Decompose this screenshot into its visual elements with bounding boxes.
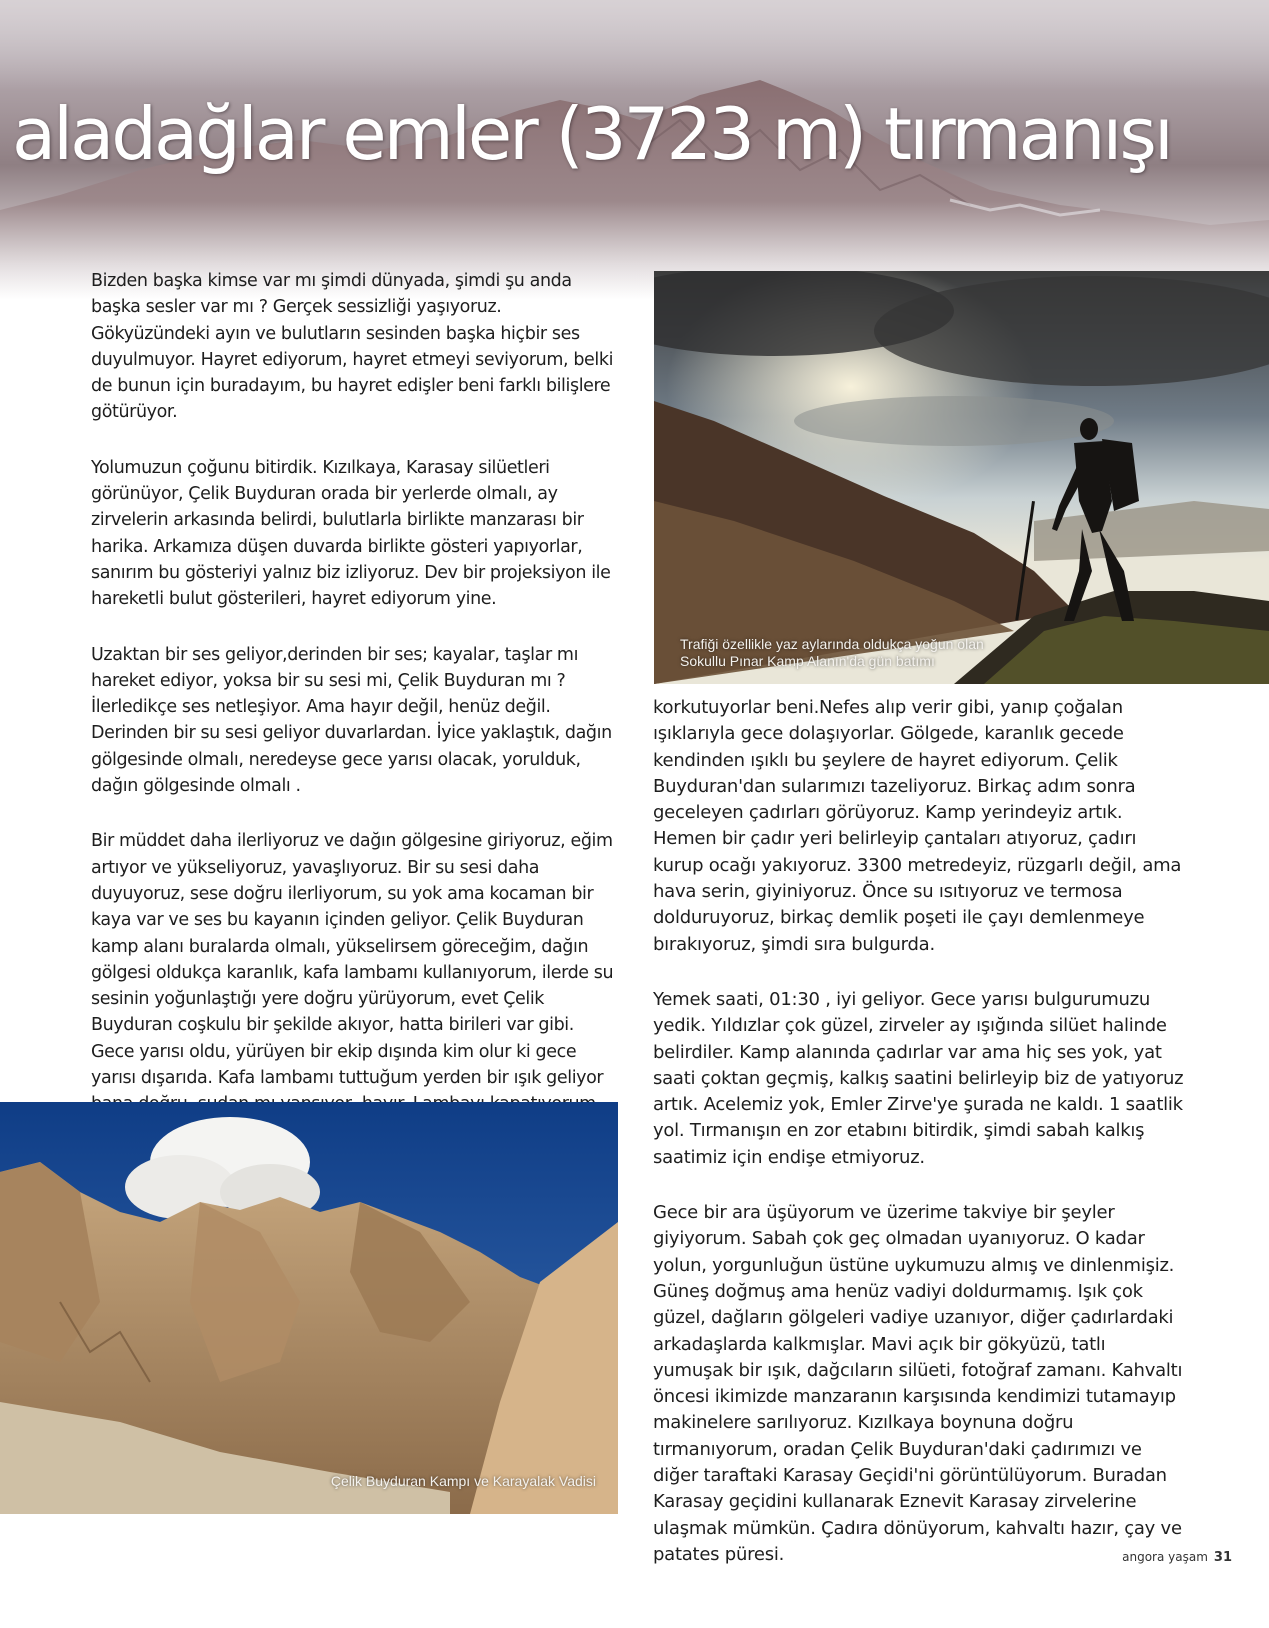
- article-title: aladağlar emler (3723 m) tırmanışı: [12, 92, 1171, 176]
- paragraph: Gece bir ara üşüyorum ve üzerime takviye bir şeyler giyiyorum. Sabah çok geç olmadan uyanıyoruz. O kadar yolun, yorgunluğun üstüne uykumuzu almış ve dinlenmişiz. Güneş doğmuş ama henüz vadiyi doldurmamış. Işık çok güzel, dağların gölgeleri vadiye uzanıyor, diğer çadırlardaki arkadaşlarda kalkmışlar. Mavi açık bir gökyüzü, tatlı yumuşak bir ışık, dağcıların silüeti, fotoğraf zamanı. Kahvaltı öncesi ikimizde manzaranın karşısında kendimizi tutamayıp makinelere sarılıyoruz. Kızılkaya boynuna doğru tırmanıyorum, oradan Çelik Buyduran'daki çadırımızı ve diğer taraftaki Karasay Geçidi'ni görüntülüyorum. Buradan Karasay geçidini kullanarak Eznevit Karasay zirvelerine ulaşmak mümkün. Çadıra dönüyorum, kahvaltı hazır, çay ve patates püresi.: [653, 1202, 1183, 1565]
- hiker-sunset-photo: [654, 271, 1269, 684]
- caption-line: Sokullu Pınar Kamp Alanın'da gün batımı: [680, 653, 935, 669]
- valley-photo: [0, 1102, 618, 1514]
- paragraph: Uzaktan bir ses geliyor,derinden bir ses; kayalar, taşlar mı hareket ediyor, yoksa bir su sesi mi, Çelik Buyduran mı ? İlerledikçe ses netleşiyor. Ama hayır değil, henüz değil. Derinden bir su sesi geliyor duvarlardan. İyice yaklaştık, dağın gölgesinde olmalı, neredeyse gece yarısı olacak, yorulduk, dağın gölgesinde olmalı .: [91, 644, 612, 797]
- magazine-name: angora yaşam: [1122, 1550, 1208, 1564]
- paragraph: Yemek saati, 01:30 , iyi geliyor. Gece yarısı bulgurumuzu yedik. Yıldızlar çok güzel, zirveler ay ışığında silüet halinde belirdiler. Kamp alanında çadırlar var ama hiç ses yok, yat saati çoktan geçmiş, kalkış saatini belirleyip biz de yatıyoruz artık. Acelemiz yok, Emler Zirve'ye şurada ne kaldı. 1 saatlik yol. Tırmanışın en zor etabını bitirdik, şimdi sabah kalkış saatimiz için endişe etmiyoruz.: [653, 988, 1184, 1168]
- left-column: [91, 268, 621, 1199]
- paragraph: Yolumuzun çoğunu bitirdik. Kızılkaya, Karasay silüetleri görünüyor, Çelik Buyduran orada bir yerlerde olmalı, ay zirvelerin arkasında belirdi, bulutlarla birlikte manzarası bir harika. Arkamıza düşen duvarda birlikte gösteri yapıyorlar, sanırım bu gösteriyi yalnız biz izliyoruz. Dev bir projeksiyon ile hareketli bulut gösterileri, hayret ediyorum yine.: [91, 457, 611, 610]
- hero-banner: [0, 0, 1269, 300]
- hiker-photo-caption: [680, 636, 1060, 670]
- right-column: [653, 695, 1188, 1597]
- caption-line: Trafiği özellikle yaz aylarında oldukça yoğun olan: [680, 636, 984, 652]
- paragraph: korkutuyorlar beni.Nefes alıp verir gibi, yanıp çoğalan ışıklarıyla gece dolaşıyorlar. Gölgede, karanlık gecede kendinden ışıklı bu şeylere de hayret ediyorum. Çelik Buyduran'dan sularımızı tazeliyoruz. Birkaç adım sonra geceleyen çadırları görüyoruz. Kamp yerindeyiz artık. Hemen bir çadır yeri belirleyip çantaları atıyoruz, çadırı kurup ocağı yakıyoruz. 3300 metredeyiz, rüzgarlı değil, ama hava serin, giyiniyoruz. Önce su ısıtıyoruz ve termosa dolduruyoruz, birkaç demlik poşeti ile çayı demlenmeye bırakıyoruz, şimdi sıra bulgurda.: [653, 697, 1182, 955]
- page-footer: [1122, 1550, 1232, 1565]
- page-number: 31: [1213, 1550, 1232, 1565]
- paragraph: Bir müddet daha ilerliyoruz ve dağın gölgesine giriyoruz, eğim artıyor ve yükseliyoruz, yavaşlıyoruz. Bir su sesi daha duyuyoruz, sese doğru ilerliyorum, su yok ama kocaman bir kaya var ve ses bu kayanın içinden geliyor. Çelik Buyduran kamp alanı buralarda olmalı, yükselirsem göreceğim, dağın gölgesi oldukça karanlık, kafa lambamı kullanıyorum, ilerde su sesinin yoğunlaştığı yere doğru yürüyorum, evet Çelik Buyduran coşkulu bir şekilde akıyor, hatta birileri var gibi. Gece yarısı oldu, yürüyen bir ekip dışında kim olur ki gece yarısı dışarıda. Kafa lambamı tuttuğum yerden bir ışık geliyor: [91, 831, 614, 1089]
- valley-photo-caption: Çelik Buyduran Kampı ve Karayalak Vadisi: [330, 1473, 596, 1489]
- paragraph: Bizden başka kimse var mı şimdi dünyada, şimdi şu anda başka sesler var mı ? Gerçek sessizliği yaşıyoruz. Gökyüzündeki ayın ve bulutların sesinden başka hiçbir ses duyulmuyor. Hayret ediyorum, hayret etmeyi seviyorum, belki de bunun için buradayım, bu hayret edişler beni farklı bilişlere götürüyor.: [91, 271, 614, 423]
